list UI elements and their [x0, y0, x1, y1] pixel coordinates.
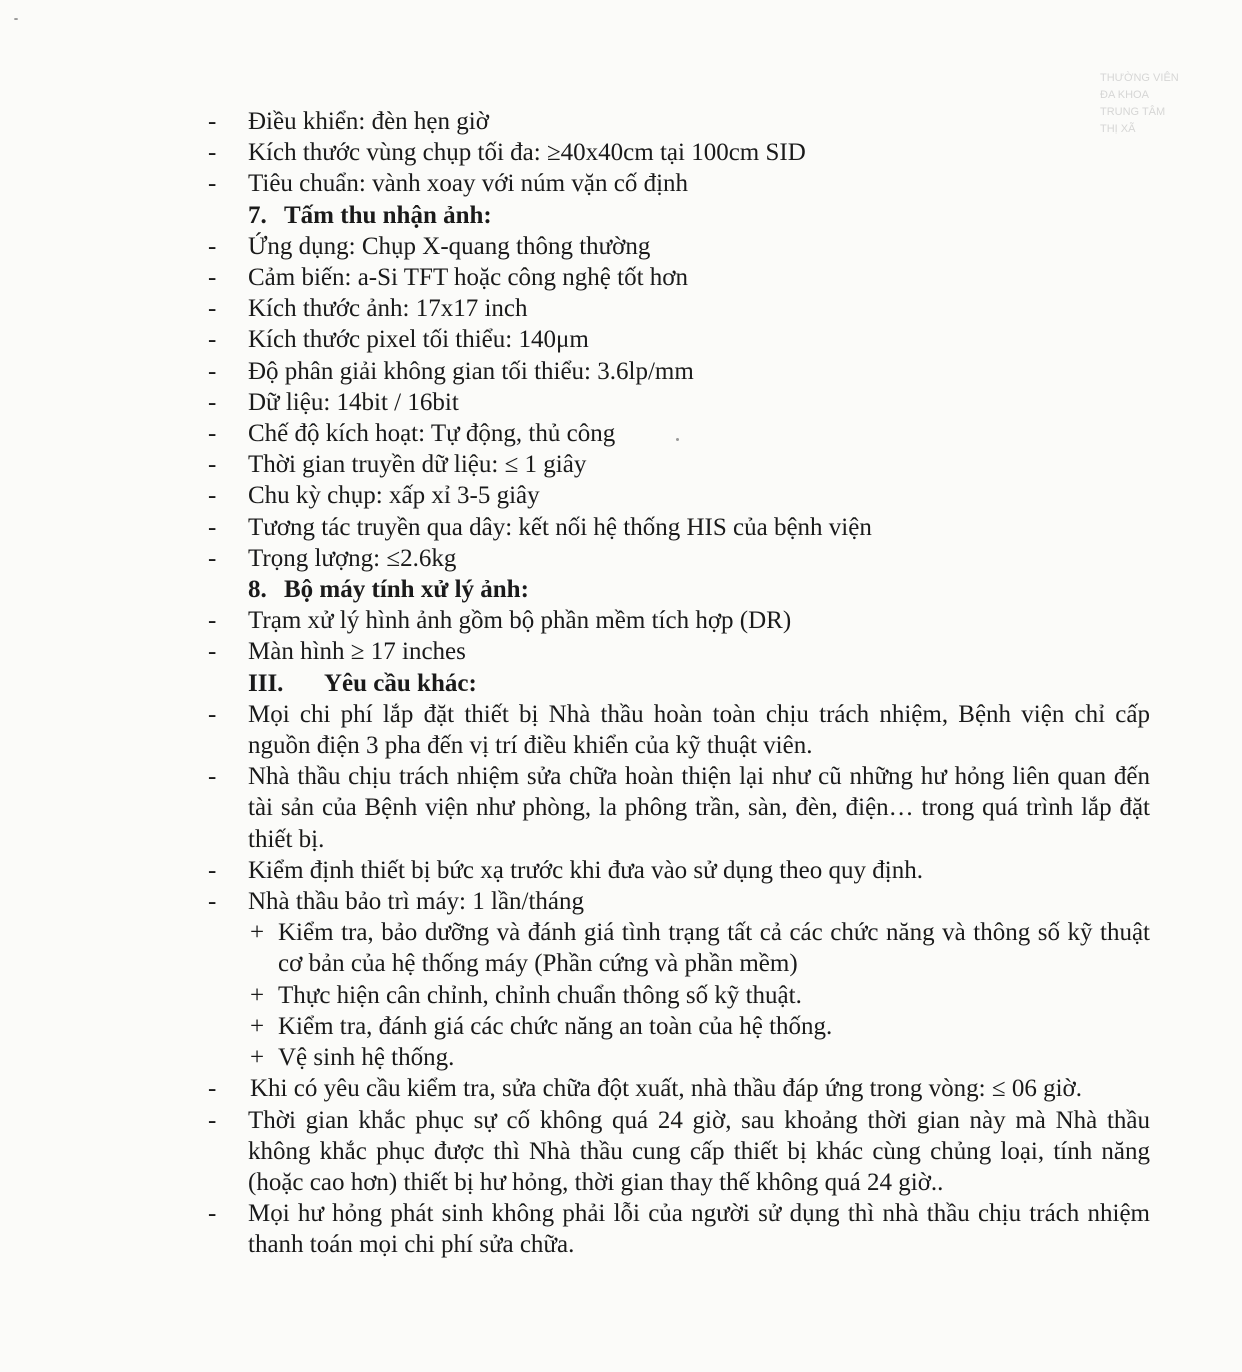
list-item: [208, 168, 1150, 199]
sub-list-item: [208, 917, 1150, 979]
list-item-text: Chế độ kích hoạt: Tự động, thủ công: [248, 420, 616, 448]
list-item-text: Điều khiển: đèn hẹn giờ: [248, 108, 489, 135]
list-item: [208, 699, 1150, 761]
list-item-text: Cảm biến: a-Si TFT hoặc công nghệ tốt hơn: [248, 264, 689, 292]
stamp-line: THƯỜNG VIÊN: [1100, 72, 1179, 84]
list-item: [208, 106, 1150, 137]
list-item: [208, 480, 1150, 511]
dash-marker: -: [208, 1200, 217, 1228]
section-title: Tấm thu nhận ảnh:: [284, 201, 492, 229]
stamp-line: TRUNG TÂM: [1100, 106, 1166, 118]
sub-list-item: [208, 1011, 1150, 1042]
dash-marker: -: [208, 888, 217, 916]
sub-list-item-text: Vệ sinh hệ thống.: [278, 1044, 455, 1072]
dash-marker: -: [208, 139, 217, 167]
list-item-text: Trạm xử lý hình ảnh gồm bộ phần mềm tích hợp (DR): [248, 607, 792, 635]
scan-speck: [14, 18, 18, 20]
dash-marker: -: [208, 295, 217, 323]
list-item: [208, 1198, 1150, 1260]
list-item: [208, 761, 1150, 855]
list-item-text: Tương tác truyền qua dây: kết nối hệ thống HIS của bệnh viện: [248, 513, 872, 541]
dash-marker: -: [208, 357, 217, 385]
list-item: [208, 1105, 1150, 1199]
list-item-text: Nhà thầu chịu trách nhiệm sửa chữa hoàn thiện lại như cũ những hư hỏng liên quan đến tài sản của Bệnh viện như phòng, la phông trần, sàn, đèn, điện… trong quá trình lắp đặt thiết bị.: [248, 763, 1150, 853]
dash-marker: -: [208, 108, 217, 135]
section-number: 7.: [248, 201, 267, 229]
list-item: [208, 137, 1150, 168]
list-item: [208, 262, 1150, 293]
dash-marker: -: [208, 451, 217, 479]
list-item-text: Mọi hư hỏng phát sinh không phải lỗi của người sử dụng thì nhà thầu chịu trách nhiệm thanh toán mọi chi phí sửa chữa.: [248, 1200, 1150, 1259]
list-item-text: Mọi chi phí lắp đặt thiết bị Nhà thầu hoàn toàn chịu trách nhiệm, Bệnh viện chỉ cấp nguồn điện 3 pha đến vị trí điều khiển của kỹ thuật viên.: [248, 700, 1150, 760]
list-item: [208, 886, 1150, 917]
dash-marker: -: [208, 232, 217, 260]
dash-marker: -: [208, 763, 217, 791]
list-item-text: Kích thước vùng chụp tối đa: ≥40x40cm tại 100cm SID: [248, 139, 806, 167]
section-heading: [208, 574, 1150, 605]
dash-marker: -: [208, 544, 217, 572]
dash-marker: -: [208, 700, 217, 728]
sub-list-item-text: Thực hiện cân chỉnh, chỉnh chuẩn thông số kỹ thuật.: [278, 981, 802, 1009]
section-title: Yêu cầu khác:: [324, 669, 477, 697]
section-number: 8.: [248, 576, 267, 604]
list-item-text: Tiêu chuẩn: vành xoay với núm vặn cố định: [248, 170, 689, 198]
list-item: [208, 324, 1150, 355]
list-item-text: Độ phân giải không gian tối thiểu: 3.6lp/mm: [248, 357, 694, 385]
list-item: [208, 356, 1150, 387]
section-number: III.: [248, 669, 284, 697]
list-item: [208, 293, 1150, 324]
list-item-text: Thời gian truyền dữ liệu: ≤ 1 giây: [248, 451, 587, 479]
list-item-text: Ứng dụng: Chụp X-quang thông thường: [248, 232, 651, 260]
list-item-text: Kiểm định thiết bị bức xạ trước khi đưa vào sử dụng theo quy định.: [248, 856, 923, 884]
document-body: [208, 106, 1150, 1261]
list-item-text: Trọng lượng: ≤2.6kg: [248, 544, 457, 572]
list-item: [208, 636, 1150, 667]
list-item-text: Nhà thầu bảo trì máy: 1 lần/tháng: [248, 888, 585, 916]
section-title: Bộ máy tính xử lý ảnh:: [284, 576, 529, 604]
plus-marker: +: [250, 919, 265, 947]
dash-marker: -: [208, 420, 217, 448]
dash-marker: -: [208, 638, 217, 666]
list-item-text: Khi có yêu cầu kiểm tra, sửa chữa đột xuất, nhà thầu đáp ứng trong vòng: ≤ 06 giờ.: [250, 1075, 1082, 1103]
list-item: [208, 605, 1150, 636]
list-item: [208, 449, 1150, 480]
list-item: [208, 543, 1150, 574]
list-item: [208, 855, 1150, 886]
stamp-line: ĐA KHOA: [1100, 89, 1149, 101]
sub-list-item: [208, 1042, 1150, 1073]
list-item: [208, 387, 1150, 418]
stamp-line: THỊ XÃ: [1100, 123, 1136, 135]
dash-marker: -: [208, 607, 217, 635]
list-item: [208, 418, 1150, 449]
list-item-text: Kích thước pixel tối thiểu: 140μm: [248, 326, 589, 354]
list-item-text: Màn hình ≥ 17 inches: [248, 638, 466, 666]
dash-marker: -: [208, 513, 217, 541]
dash-marker: -: [208, 1075, 217, 1103]
dash-marker: -: [208, 856, 217, 884]
plus-marker: +: [250, 1012, 265, 1040]
sub-list-item: [208, 980, 1150, 1011]
dash-marker: -: [208, 1106, 217, 1134]
sub-list-item-text: Kiểm tra, đánh giá các chức năng an toàn của hệ thống.: [278, 1012, 833, 1040]
list-item-text: Kích thước ảnh: 17x17 inch: [248, 295, 528, 323]
list-item: [208, 1073, 1150, 1104]
section-heading: [208, 668, 1150, 699]
plus-marker: +: [250, 1044, 265, 1072]
dash-marker: -: [208, 170, 217, 198]
list-item-text: Thời gian khắc phục sự cố không quá 24 giờ, sau khoảng thời gian này mà Nhà thầu không khắc phục được thì Nhà thầu cung cấp thiết bị khác cùng chủng loại, tính năng (hoặc cao hơn) thiết bị hư hỏng, thời gian thay thế không quá 24 giờ..: [248, 1106, 1150, 1196]
list-item: [208, 512, 1150, 543]
list-item-text: Dữ liệu: 14bit / 16bit: [248, 388, 459, 416]
dash-marker: -: [208, 388, 217, 416]
list-item: [208, 231, 1150, 262]
section-heading: [208, 200, 1150, 231]
sub-list-item-text: Kiểm tra, bảo dưỡng và đánh giá tình trạng tất cả các chức năng và thông số kỹ thuật cơ bản của hệ thống máy (Phần cứng và phần mềm): [278, 919, 1150, 978]
dash-marker: -: [208, 264, 217, 292]
plus-marker: +: [250, 981, 265, 1009]
dash-marker: -: [208, 482, 217, 510]
dash-marker: -: [208, 326, 217, 354]
list-item-text: Chu kỳ chụp: xấp xỉ 3-5 giây: [248, 482, 540, 510]
